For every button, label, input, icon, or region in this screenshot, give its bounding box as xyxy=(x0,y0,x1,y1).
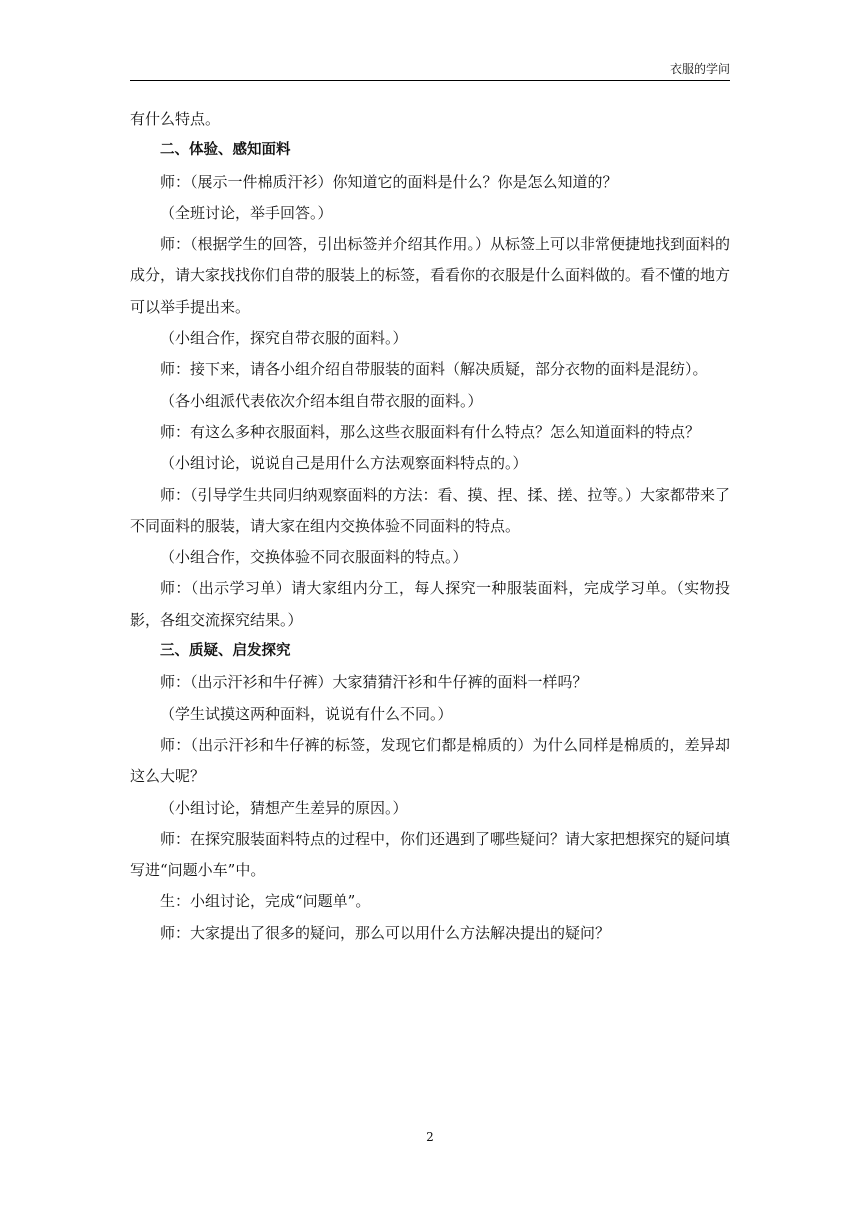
header-title: 衣服的学问 xyxy=(669,62,730,76)
paragraph: （各小组派代表依次介绍本组自带衣服的面料。） xyxy=(160,391,483,410)
paragraph: 师：（出示汗衫和牛仔裤）大家猜猜汗衫和牛仔裤的面料一样吗？ xyxy=(160,673,588,692)
paragraph: 师：（出示学习单）请大家组内分工，每人探究一种服装面料，完成学习单。（实物投影，各组交流探究结果。） xyxy=(130,579,730,629)
section-heading: 三、质疑、启发探究 xyxy=(160,643,291,660)
page-number: 2 xyxy=(426,1130,434,1144)
page-header xyxy=(130,62,730,81)
paragraph: 师：（出示汗衫和牛仔裤的标签，发现它们都是棉质的）为什么同样是棉质的，差异却这么大呢？ xyxy=(130,735,730,786)
paragraph: （小组合作，探究自带衣服的面料。） xyxy=(160,329,408,348)
page-content xyxy=(130,104,730,949)
paragraph: （学生试摸这两种面料，说说有什么不同。） xyxy=(160,704,453,723)
section-heading: 二、体验、感知面料 xyxy=(160,142,291,159)
paragraph: 师：大家提出了很多的疑问，那么可以用什么方法解决提出的疑问？ xyxy=(160,923,611,942)
paragraph: （全班讨论，举手回答。） xyxy=(160,203,333,222)
paragraph: 师：（展示一件棉质汗衫）你知道它的面料是什么？你是怎么知道的？ xyxy=(160,172,618,191)
paragraph: 生：小组讨论，完成“问题单”。 xyxy=(160,892,371,911)
paragraph: （小组讨论，说说自己是用什么方法观察面料特点的。） xyxy=(160,454,528,473)
paragraph: 师：接下来，请各小组介绍自带服装的面料（解决质疑，部分衣物的面料是混纺）。 xyxy=(160,360,708,379)
paragraph: 师：在探究服装面料特点的过程中，你们还遇到了哪些疑问？请大家把想探究的疑问填写进“问题小车”中。 xyxy=(130,829,731,880)
paragraph: （小组合作，交换体验不同衣服面料的特点。） xyxy=(160,548,468,567)
paragraph: 师：（引导学生共同归纳观察面料的方法：看、摸、捏、揉、搓、拉等。）大家都带来了不同面料的服装，请大家在组内交换体验不同面料的特点。 xyxy=(130,485,731,535)
paragraph: 师：有这么多种衣服面料，那么这些衣服面料有什么特点？怎么知道面料的特点？ xyxy=(160,422,701,441)
paragraph: 师：（根据学生的回答，引出标签并介绍其作用。）从标签上可以非常便捷地找到面料的成分，请大家找找你们自带的服装上的标签，看看你的衣服是什么面料做的。看不懂的地方可以举手提出来。 xyxy=(130,235,731,316)
paragraph: 有什么特点。 xyxy=(130,110,221,128)
paragraph: （小组讨论，猜想产生差异的原因。） xyxy=(160,798,408,817)
